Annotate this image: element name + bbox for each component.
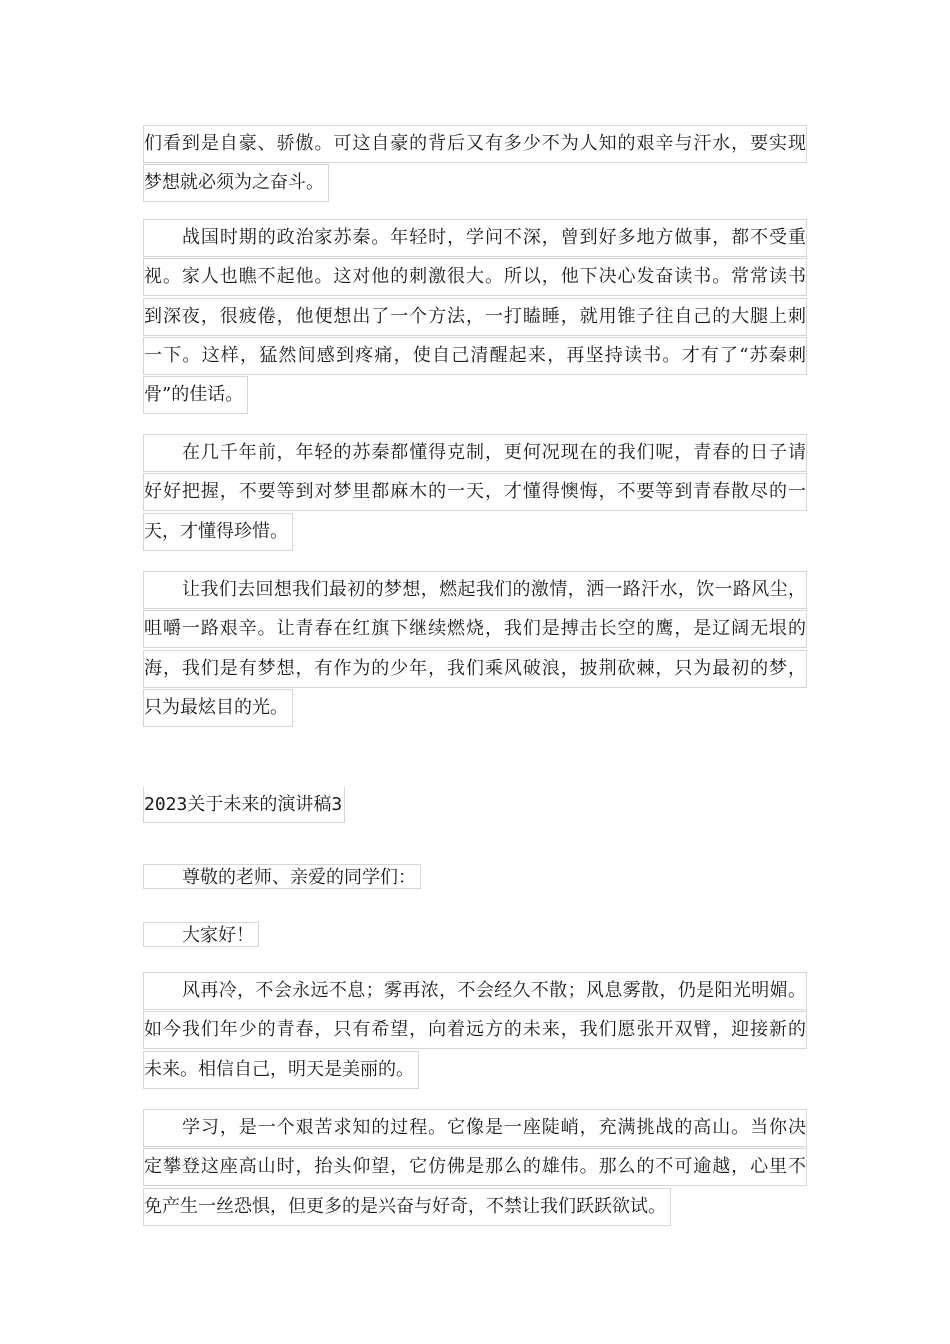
text-line: 定攀登这座高山时，抬头仰望，它仿佛是那么的雄伟。那么的不可逾越，心里不 xyxy=(143,1148,807,1186)
paragraph-3 xyxy=(143,434,807,556)
text-line: 们看到是自豪、骄傲。可这自豪的背后又有多少不为人知的艰辛与汗水，要实现 xyxy=(143,125,807,163)
text-line: 视。家人也瞧不起他。这对他的刺激很大。所以，他下决心发奋读书。常常读书 xyxy=(143,258,807,296)
text-line: 梦想就必须为之奋斗。 xyxy=(143,164,329,202)
text-line: 战国时期的政治家苏秦。年轻时，学问不深，曾到好多地方做事，都不受重 xyxy=(143,219,807,257)
greeting-block xyxy=(143,922,259,947)
paragraph-5 xyxy=(143,972,807,1094)
text-line: 骨”的佳话。 xyxy=(143,376,248,414)
salutation: 尊敬的老师、亲爱的同学们： xyxy=(143,864,421,889)
text-line: 让我们去回想我们最初的梦想，燃起我们的激情，洒一路汗水，饮一路风尘， xyxy=(143,571,807,609)
text-line: 如今我们年少的青春，只有希望，向着远方的未来，我们愿张开双臂，迎接新的 xyxy=(143,1011,807,1049)
paragraph-2 xyxy=(143,219,807,419)
paragraph-6 xyxy=(143,1109,807,1231)
paragraph-4 xyxy=(143,571,807,732)
text-line: 学习，是一个艰苦求知的过程。它像是一座陡峭，充满挑战的高山。当你决 xyxy=(143,1109,807,1147)
text-line: 到深夜，很疲倦，他便想出了一个方法，一打瞌睡，就用锥子往自己的大腿上刺 xyxy=(143,298,807,336)
text-line: 只为最炫目的光。 xyxy=(143,689,293,727)
text-line: 未来。相信自己，明天是美丽的。 xyxy=(143,1051,419,1089)
text-line: 风再冷，不会永远不息；雾再浓，不会经久不散；风息雾散，仍是阳光明媚。 xyxy=(143,972,807,1010)
section-heading: 2023关于未来的演讲稿3 xyxy=(143,787,345,823)
text-line: 在几千年前，年轻的苏秦都懂得克制，更何况现在的我们呢，青春的日子请 xyxy=(143,434,807,472)
text-line: 免产生一丝恐惧，但更多的是兴奋与好奇，不禁让我们跃跃欲试。 xyxy=(143,1188,671,1226)
text-line: 天，才懂得珍惜。 xyxy=(143,513,293,551)
greeting: 大家好！ xyxy=(143,922,259,947)
text-line: 好好把握，不要等到对梦里都麻木的一天，才懂得懊悔，不要等到青春散尽的一 xyxy=(143,473,807,511)
text-line: 咀嚼一路艰辛。让青春在红旗下继续燃烧，我们是搏击长空的鹰，是辽阔无垠的 xyxy=(143,610,807,648)
text-line: 海，我们是有梦想，有作为的少年，我们乘风破浪，披荆砍棘，只为最初的梦， xyxy=(143,650,807,688)
paragraph-1 xyxy=(143,125,807,208)
text-line: 一下。这样，猛然间感到疼痛，使自己清醒起来，再坚持读书。才有了“苏秦刺 xyxy=(143,337,807,375)
salutation-block xyxy=(143,864,421,889)
